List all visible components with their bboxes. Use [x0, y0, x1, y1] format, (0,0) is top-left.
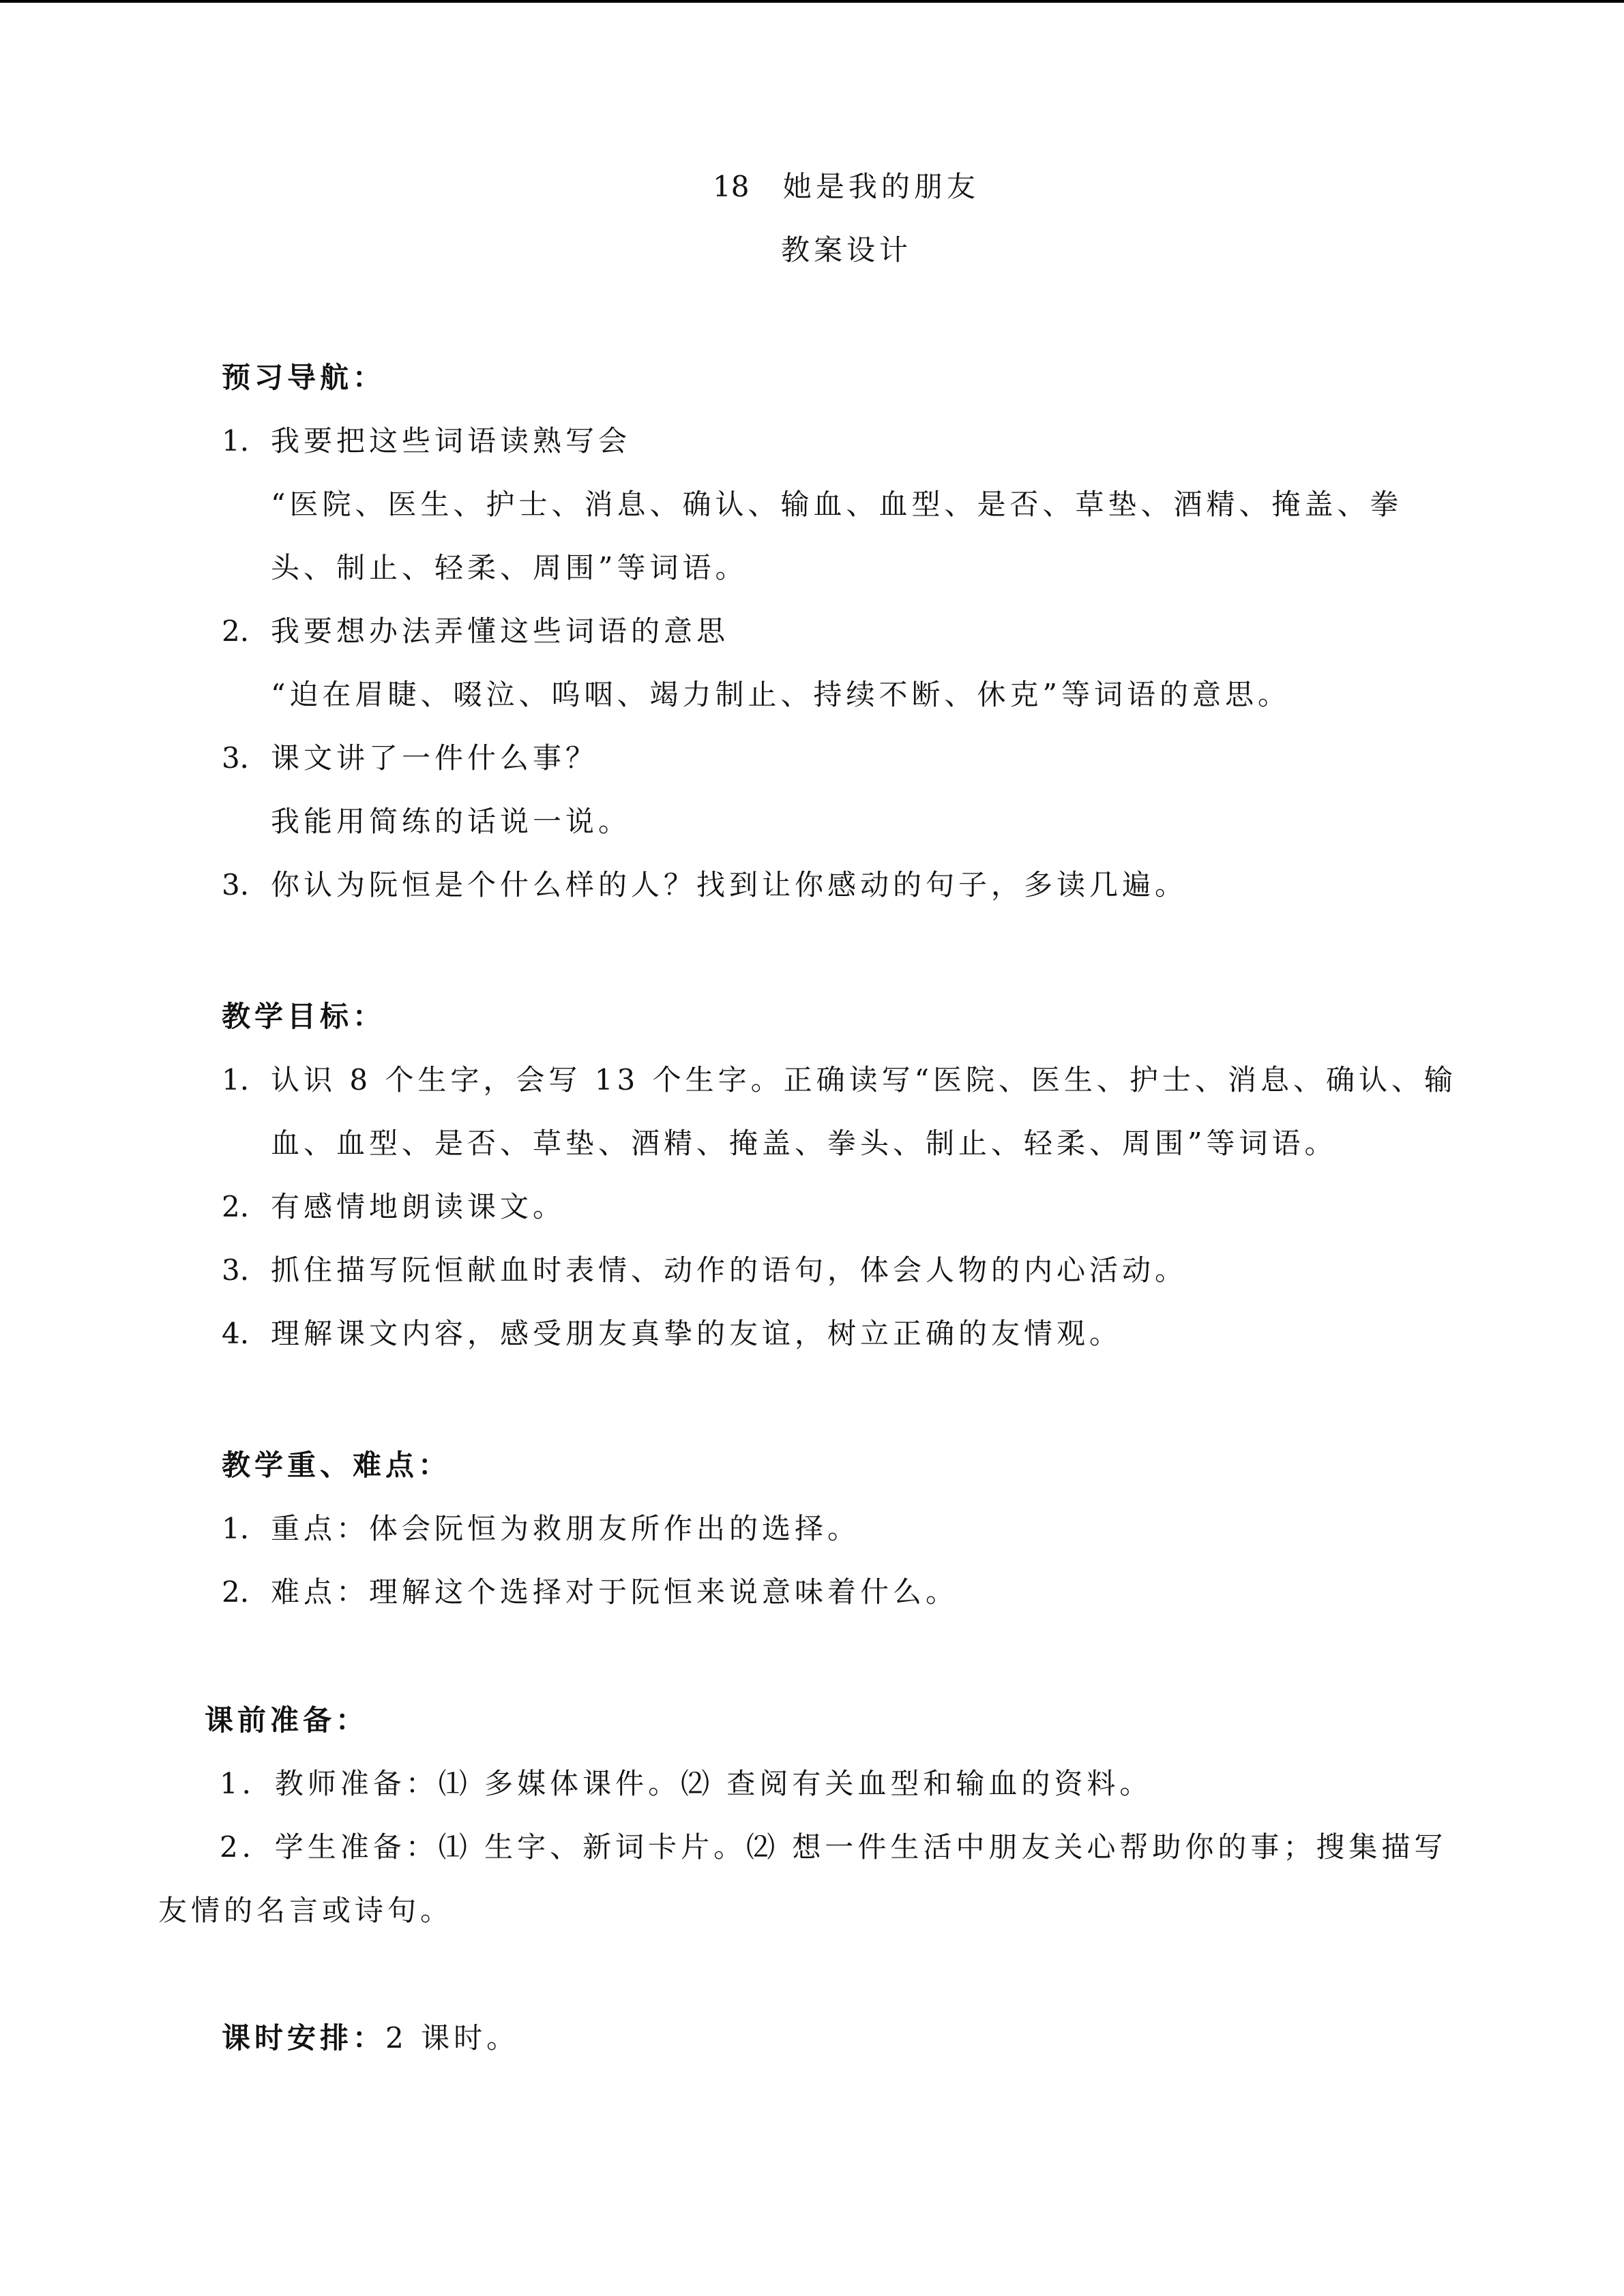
goal-item-2-num: 2. [222, 1190, 250, 1223]
preview-item-4 [222, 865, 1187, 905]
preview-heading: 预习导航： [222, 361, 386, 394]
goals-heading: 教学目标： [222, 1000, 386, 1033]
preview-item-1-num: 1. [222, 424, 250, 458]
schedule-label: 课时安排： [222, 2021, 386, 2055]
key-point-item-1-text: 重点：体会阮恒为救朋友所作出的选择。 [271, 1512, 861, 1545]
goal-item-2 [222, 1187, 565, 1227]
goal-item-1-num: 1. [222, 1063, 250, 1097]
goal-item-1-text: 认识 8 个生字，会写 13 个生字。正确读写“医院、医生、护士、消息、确认、输 [271, 1063, 1458, 1097]
top-border-line [0, 0, 1624, 3]
key-point-item-1 [222, 1509, 860, 1549]
preview-item-1-detail-line-1: “医院、医生、护士、消息、确认、输血、血型、是否、草垫、酒精、掩盖、拳 [271, 488, 1403, 521]
goal-item-4 [222, 1314, 1122, 1354]
preview-item-4-text: 你认为阮恒是个什么样的人？找到让你感动的句子，多读几遍。 [271, 868, 1188, 901]
schedule-value: 2 课时。 [385, 2021, 520, 2055]
goal-item-2-text: 有感情地朗读课文。 [271, 1190, 566, 1223]
preparation-teacher: 1．教师准备：⑴ 多媒体课件。⑵ 查阅有关血型和输血的资料。 [220, 1767, 1153, 1800]
key-points-heading: 教学重、难点： [222, 1448, 452, 1482]
preview-item-3 [222, 739, 598, 778]
schedule [222, 2018, 519, 2058]
preview-item-1-detail-line-2: 头、制止、轻柔、周围”等词语。 [271, 551, 748, 584]
goal-item-4-text: 理解课文内容，感受朋友真挚的友谊，树立正确的友情观。 [271, 1317, 1123, 1350]
key-point-item-2 [222, 1572, 958, 1612]
lesson-title-text: 她是我的朋友 [782, 170, 979, 203]
key-point-item-2-num: 2. [222, 1575, 250, 1609]
lesson-subtitle: 教案设计 [781, 233, 913, 267]
goal-item-3 [222, 1251, 1187, 1290]
goal-item-3-num: 3. [222, 1253, 250, 1287]
preview-item-2-text: 我要想办法弄懂这些词语的意思 [271, 614, 730, 648]
preview-item-3-text: 课文讲了一件什么事？ [271, 741, 599, 775]
preview-item-1-text: 我要把这些词语读熟写会 [271, 424, 632, 458]
lesson-number: 18 [713, 170, 750, 203]
preview-item-2-detail: “迫在眉睫、啜泣、呜咽、竭力制止、持续不断、休克”等词语的意思。 [271, 678, 1290, 711]
preview-item-4-num: 3. [222, 868, 250, 901]
preview-item-3-detail: 我能用简练的话说一说。 [271, 805, 632, 838]
key-point-item-1-num: 1. [222, 1512, 250, 1545]
goal-item-3-text: 抓住描写阮恒献血时表情、动作的语句，体会人物的内心活动。 [271, 1253, 1188, 1287]
goal-item-4-num: 4. [222, 1317, 250, 1350]
preview-item-2-num: 2. [222, 614, 250, 648]
goal-item-1 [222, 1060, 1457, 1100]
goal-item-1-line-2: 血、血型、是否、草垫、酒精、掩盖、拳头、制止、轻柔、周围”等词语。 [271, 1127, 1338, 1160]
preview-item-2 [222, 612, 729, 651]
preparation-heading: 课前准备： [205, 1703, 369, 1737]
key-point-item-2-text: 难点：理解这个选择对于阮恒来说意味着什么。 [271, 1575, 959, 1609]
preparation-student-line-1: 2．学生准备：⑴ 生字、新词卡片。⑵ 想一件生活中朋友关心帮助你的事；搜集描写 [220, 1830, 1447, 1864]
preview-item-1 [222, 421, 631, 461]
lesson-title [713, 167, 979, 207]
preparation-student-line-2: 友情的名言或诗句。 [158, 1894, 454, 1927]
preview-item-3-num: 3． [222, 741, 269, 775]
